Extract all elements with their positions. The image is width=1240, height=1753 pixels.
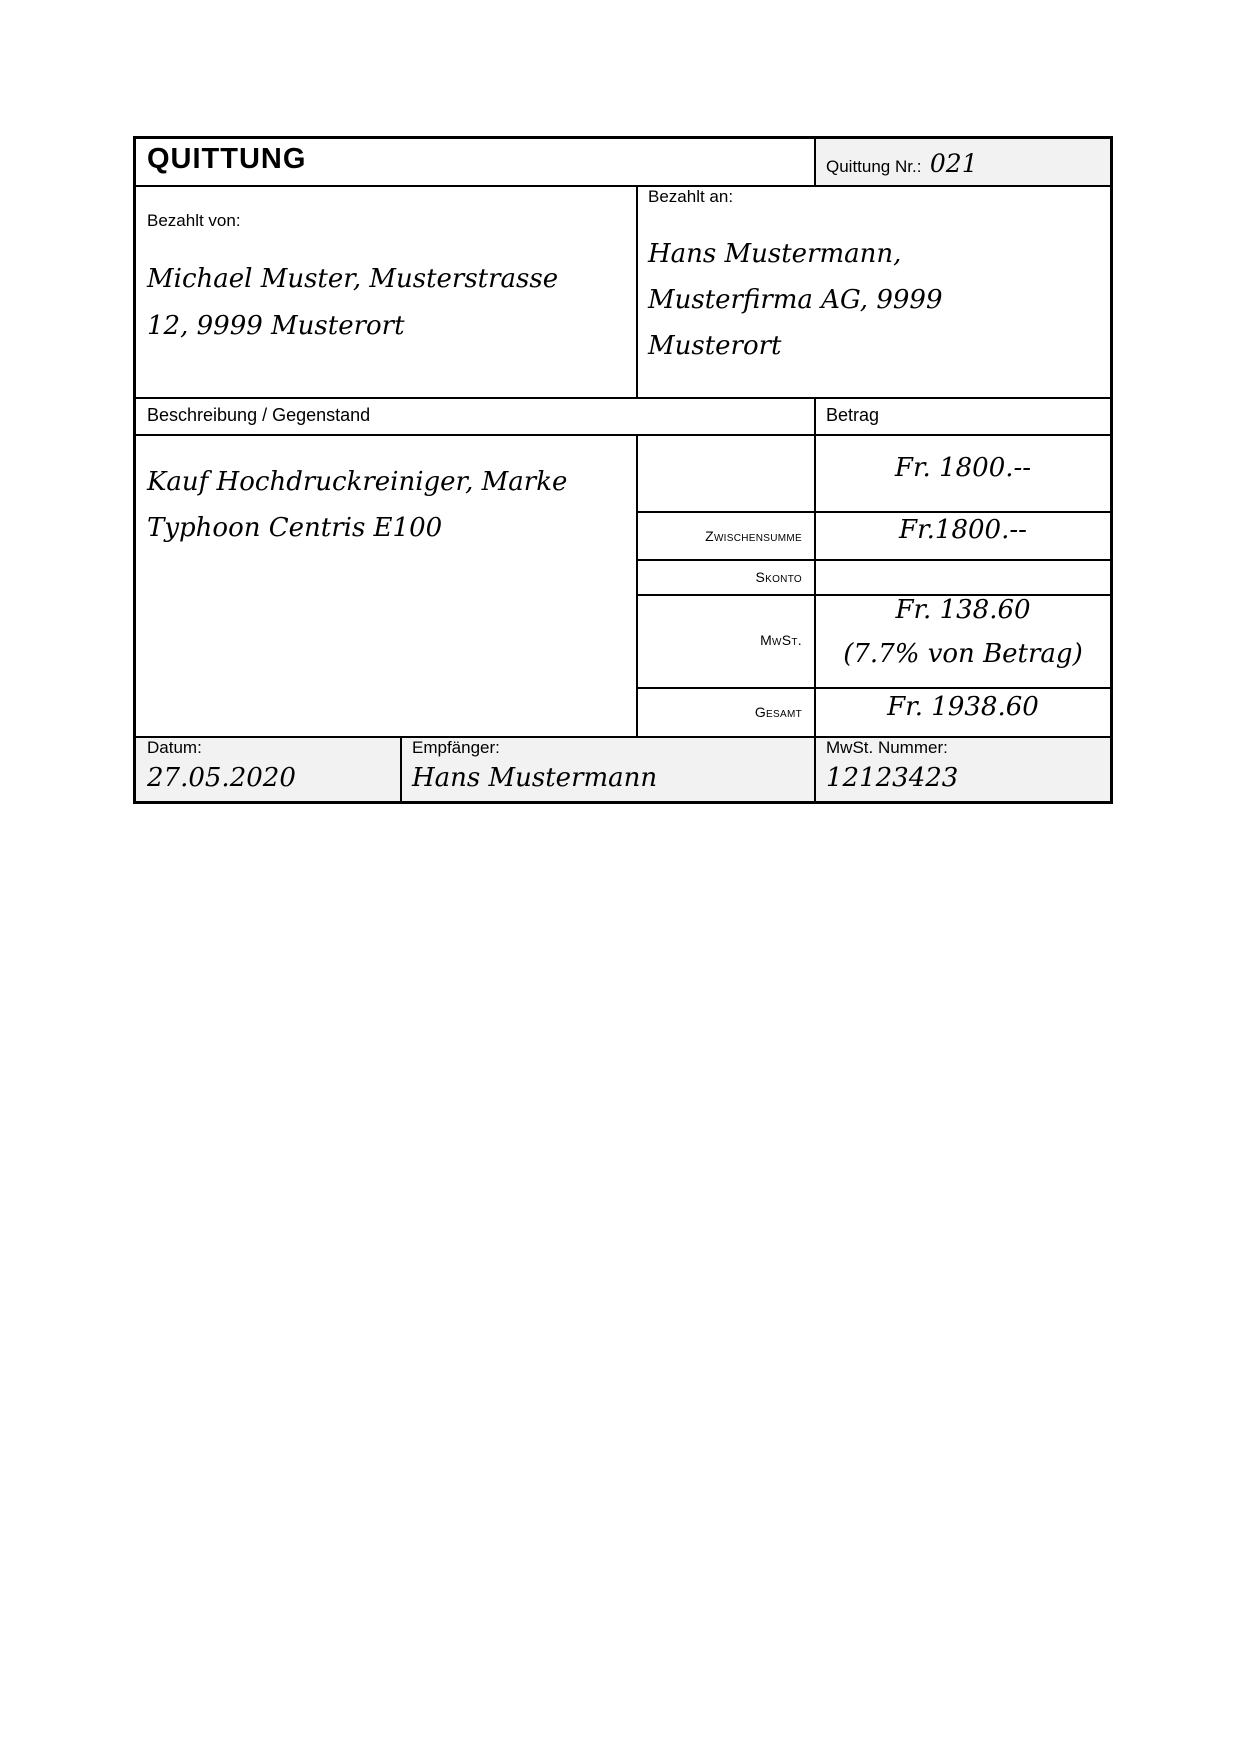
paid-to-label: Bezahlt an:: [648, 187, 734, 206]
amount-value: Fr. 1800.--: [894, 453, 1032, 483]
date-value: 27.05.2020: [147, 763, 296, 793]
subtotal-label: Zwischensumme: [705, 528, 802, 544]
vat-value: Fr. 138.60: [895, 595, 1031, 625]
description-value: Kauf Hochdruckreiniger, Marke Typhoon Centris E100: [147, 467, 568, 543]
receipt: [133, 136, 1113, 804]
date-label: Datum:: [147, 738, 202, 757]
vat-number-label: MwSt. Nummer:: [826, 738, 948, 757]
divider: [814, 397, 816, 434]
total-value: Fr. 1938.60: [887, 692, 1039, 722]
vat-note: (7.7% von Betrag): [843, 639, 1083, 669]
divider: [136, 397, 1110, 399]
vat-number-value: 12123423: [826, 763, 959, 793]
amount-label: Betrag: [826, 405, 880, 425]
total-label: Gesamt: [754, 704, 802, 720]
divider: [636, 687, 1110, 689]
receipt-number: [826, 149, 978, 178]
receipt-number-label: Quittung Nr.:: [826, 157, 922, 176]
divider: [814, 736, 816, 801]
paid-by-label: Bezahlt von:: [147, 211, 241, 230]
vat-label: MwSt.: [760, 632, 802, 648]
divider: [636, 559, 1110, 561]
discount-label: Skonto: [755, 569, 802, 585]
divider: [636, 511, 1110, 513]
receipt-number-value: 021: [929, 149, 978, 178]
subtotal-value: Fr.1800.--: [899, 515, 1027, 545]
description-label: Beschreibung / Gegenstand: [147, 405, 371, 425]
divider: [400, 736, 402, 801]
receipt-title: QUITTUNG: [147, 143, 307, 175]
divider: [636, 434, 638, 736]
divider: [136, 434, 1110, 436]
divider: [636, 185, 638, 397]
divider: [814, 139, 816, 185]
paid-by-value: Michael Muster, Musterstrasse 12, 9999 Musterort: [147, 264, 559, 341]
paid-to-value: Hans Mustermann, Musterfirma AG, 9999 Musterort: [648, 239, 943, 361]
recipient-label: Empfänger:: [412, 738, 500, 757]
divider: [136, 185, 1110, 187]
recipient-value: Hans Mustermann: [412, 763, 658, 793]
divider: [136, 736, 1110, 738]
